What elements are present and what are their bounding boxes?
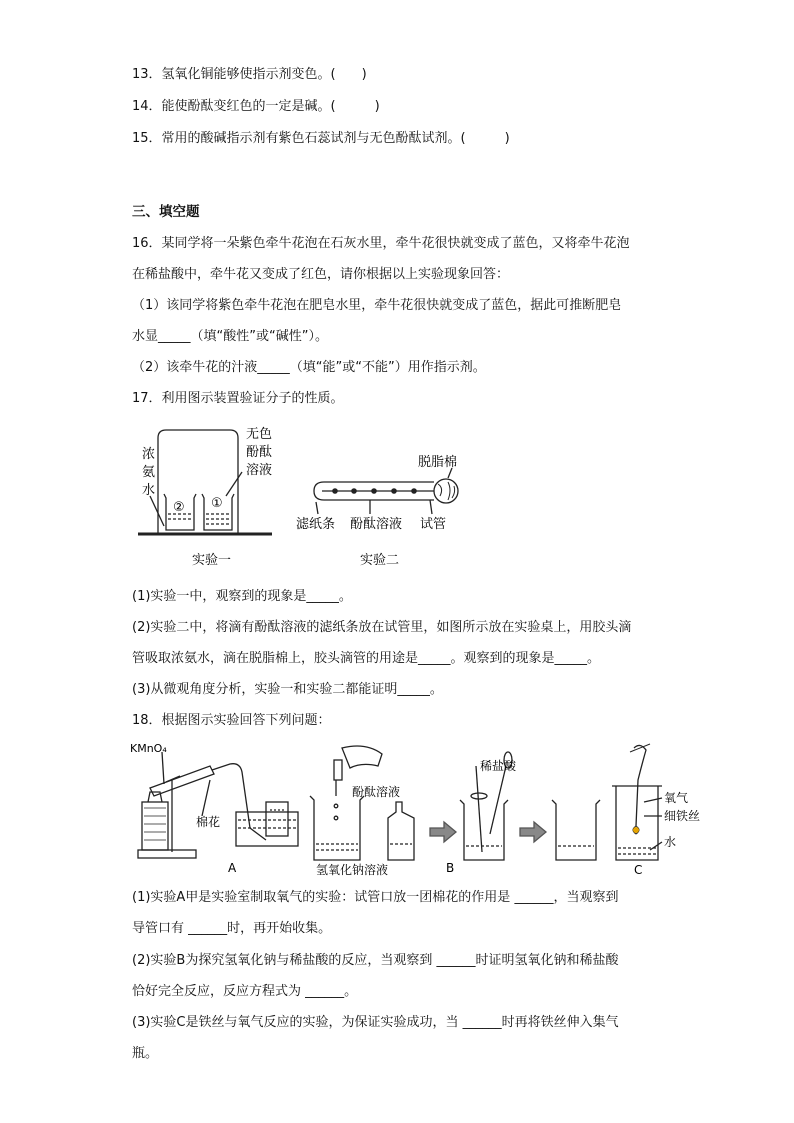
fig1-beaker-right-label: ①	[211, 496, 223, 511]
fig-label-c: C	[634, 863, 643, 877]
burning-spark	[633, 827, 639, 833]
fig2-label-solution: 酚酞溶液	[350, 517, 403, 532]
q18-figure	[130, 740, 700, 880]
q18-sub3-line1: (3)实验C是铁丝与氧气反应的实验，为保证实验成功，当 ______时再将铁丝伸入集气	[132, 1015, 619, 1030]
section-heading-fill: 三、填空题	[132, 204, 200, 220]
fig1-label-phenol-3: 溶液	[246, 463, 273, 478]
fig1-label-phenol-1: 无色	[246, 427, 273, 442]
question-13: 13．氢氧化铜能够使指示剂变色。( )	[132, 67, 367, 82]
fig-label-phenol: 酚酞溶液	[352, 785, 401, 799]
q16-stem-line2: 在稀盐酸中，牵牛花又变成了红色，请你根据以上实验现象回答：	[132, 267, 510, 282]
apparatus-a	[138, 752, 298, 858]
q17-figure	[130, 418, 490, 576]
q18-sub3-line2: 瓶。	[132, 1046, 159, 1061]
q18-sub1-line1: (1)实验A甲是实验室制取氧气的实验：试管口放一团棉花的作用是 ______，当观察到	[132, 890, 619, 905]
fig1-label-ammonia-3: 水	[142, 483, 156, 498]
q18-sub2-line2: 恰好完全反应，反应方程式为 ______。	[132, 984, 358, 999]
fig-label-naoh: 氢氧化钠溶液	[316, 863, 389, 877]
q18-sub2-line1: (2)实验B为探究氢氧化钠与稀盐酸的反应，当观察到 ______时证明氢氧化钠和稀盐酸	[132, 953, 619, 968]
fig2-label-cotton: 脱脂棉	[418, 455, 458, 470]
fig-label-oxygen: 氧气	[664, 791, 689, 805]
q17-sub3: (3)从微观角度分析，实验一和实验二都能证明_____。	[132, 682, 443, 697]
fig-label-b: B	[446, 861, 455, 875]
fig1-label-ammonia-2: 氨	[142, 465, 156, 480]
fig1-caption: 实验一	[192, 553, 232, 568]
fig2-caption: 实验二	[360, 553, 400, 568]
fig1-beaker-left-label: ②	[173, 500, 185, 515]
q18-stem: 18．根据图示实验回答下列问题：	[132, 713, 331, 728]
fig2-label-paper: 滤纸条	[296, 517, 336, 532]
q17-sub2-line2: 管吸取浓氨水，滴在脱脂棉上，胶头滴管的用途是_____。观察到的现象是_____。	[132, 651, 601, 666]
q17-stem: 17．利用图示装置验证分子的性质。	[132, 391, 344, 406]
q16-sub1-line1: （1）该同学将紫色牵牛花泡在肥皂水里，牵牛花很快就变成了蓝色，据此可推断肥皂	[132, 298, 622, 313]
q16-stem-line1: 16．某同学将一朵紫色牵牛花泡在石灰水里，牵牛花很快就变成了蓝色，又将牵牛花泡	[132, 236, 630, 251]
question-14: 14．能使酚酞变红色的一定是碱。( )	[132, 99, 380, 114]
fig-label-kmno4: KMnO₄	[130, 742, 167, 755]
fig1-label-ammonia-1: 浓	[142, 447, 156, 462]
fig-label-water: 水	[664, 835, 677, 849]
fig-label-hcl: 稀盐酸	[480, 759, 517, 773]
q16-sub2: （2）该牵牛花的汁液_____（填“能”或“不能”）用作指示剂。	[132, 360, 486, 375]
q17-sub2-line1: (2)实验二中，将滴有酚酞溶液的滤纸条放在试管里，如图所示放在实验桌上，用胶头滴	[132, 620, 632, 635]
q18-sub1-line2: 导管口有 ______时，再开始收集。	[132, 921, 332, 936]
question-15: 15．常用的酸碱指示剂有紫色石蕊试剂与无色酚酞试剂。( )	[132, 131, 510, 146]
fig2-label-tube: 试管	[420, 517, 447, 532]
q16-sub1-line2: 水显_____（填“酸性”或“碱性”）。	[132, 329, 328, 344]
apparatus-b	[310, 746, 600, 860]
fig-label-cotton: 棉花	[196, 815, 221, 829]
fig-label-a: A	[228, 861, 237, 875]
fig-label-wire: 细铁丝	[664, 809, 700, 823]
apparatus-c	[612, 744, 662, 860]
q17-sub1: (1)实验一中，观察到的现象是_____。	[132, 589, 352, 604]
fig1-label-phenol-2: 酚酞	[246, 445, 273, 460]
